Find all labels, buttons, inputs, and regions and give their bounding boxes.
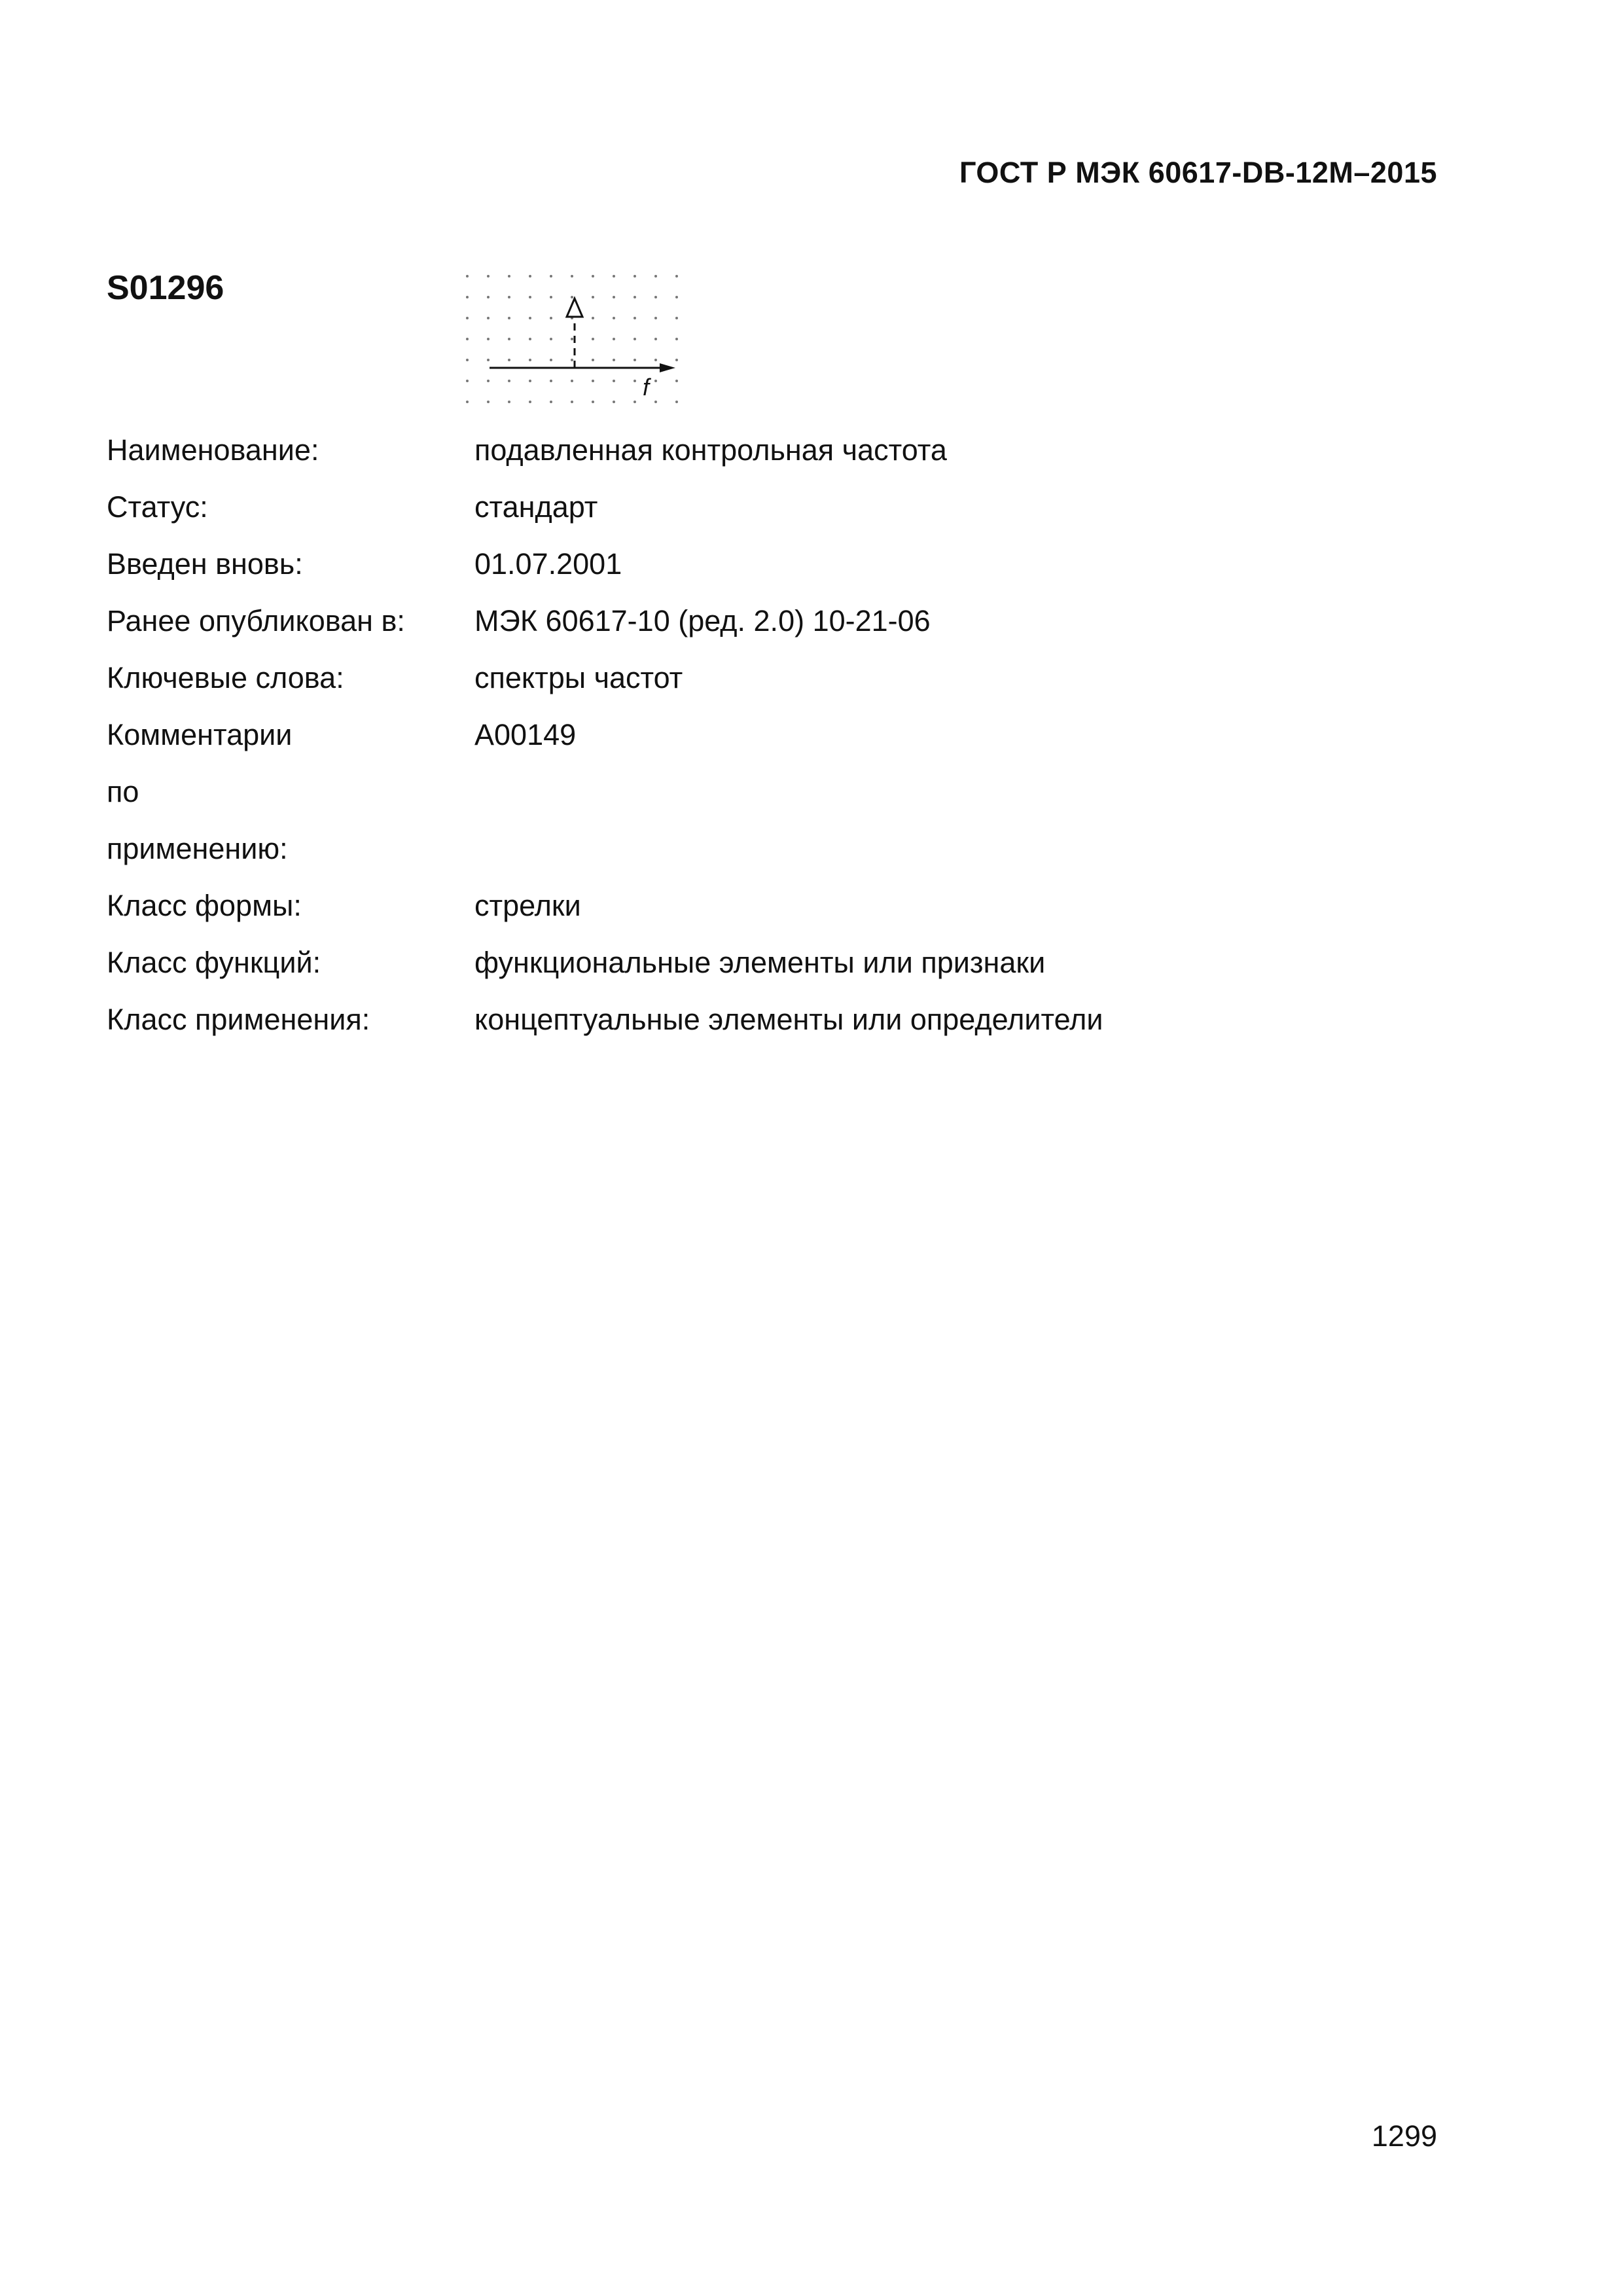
grid-dot (529, 401, 531, 403)
page-number: 1299 (1371, 2119, 1437, 2153)
field-label: Ключевые слова: (107, 661, 344, 694)
grid-dot (466, 401, 469, 403)
grid-dot (550, 401, 552, 403)
symbol-id: S01296 (107, 269, 224, 307)
field-form-class (107, 877, 1481, 934)
grid-dot (508, 296, 510, 298)
field-label: Ранее опубликован в: (107, 604, 405, 637)
suppressed-pilot-frequency-symbol (458, 268, 691, 416)
grid-dot (613, 296, 615, 298)
grid-dot (466, 275, 469, 278)
grid-dot (487, 380, 490, 382)
grid-dot (592, 275, 594, 278)
field-value: МЭК 60617-10 (ред. 2.0) 10-21-06 (474, 604, 931, 637)
grid-dot (633, 401, 636, 403)
document-code: ГОСТ Р МЭК 60617-DB-12M–2015 (959, 156, 1437, 189)
field-value: A00149 (474, 718, 577, 751)
grid-dot (592, 317, 594, 319)
grid-dot (550, 359, 552, 361)
field-value: спектры частот (474, 661, 683, 694)
grid-dot (571, 401, 573, 403)
grid-dot (466, 359, 469, 361)
grid-dot (654, 401, 657, 403)
field-introduced (107, 535, 1481, 592)
grid-dot (529, 317, 531, 319)
frequency-axis-arrowhead (660, 363, 675, 372)
field-name (107, 422, 1481, 478)
grid-dot (529, 359, 531, 361)
grid-dot (592, 338, 594, 340)
grid-dot (529, 275, 531, 278)
grid-dot (654, 380, 657, 382)
field-value: 01.07.2001 (474, 547, 622, 581)
field-label: Наименование: (107, 433, 319, 467)
grid-dot (508, 338, 510, 340)
grid-dot (654, 296, 657, 298)
field-value: функциональные элементы или признаки (474, 946, 1046, 979)
grid-dot (466, 338, 469, 340)
grid-dot (675, 296, 678, 298)
field-value: стандарт (474, 490, 598, 524)
grid-dot (571, 380, 573, 382)
field-application-notes (107, 706, 1481, 877)
grid-dot (487, 296, 490, 298)
grid-dot (487, 359, 490, 361)
grid-dot (487, 338, 490, 340)
grid-dot (508, 359, 510, 361)
grid-dot (550, 275, 552, 278)
grid-dot (571, 359, 573, 361)
grid-dot (487, 317, 490, 319)
grid-dot (529, 296, 531, 298)
grid-dot (571, 275, 573, 278)
field-label: Класс функций: (107, 946, 321, 979)
grid-dot (550, 380, 552, 382)
grid-dot (675, 359, 678, 361)
grid-dot (654, 338, 657, 340)
grid-dot (571, 296, 573, 298)
grid-dot (592, 401, 594, 403)
grid-dot (487, 275, 490, 278)
grid-dot (613, 401, 615, 403)
grid-dot (633, 317, 636, 319)
field-value: подавленная контрольная частота (474, 433, 947, 467)
grid-dot (508, 401, 510, 403)
field-value: стрелки (474, 889, 581, 922)
grid-dot (508, 317, 510, 319)
grid-dot (613, 275, 615, 278)
field-function-class (107, 934, 1481, 991)
grid-dot (508, 275, 510, 278)
grid-dot (550, 317, 552, 319)
grid-dot (592, 380, 594, 382)
field-keywords (107, 649, 1481, 706)
grid-dot (633, 296, 636, 298)
grid-dot (654, 275, 657, 278)
grid-dot (529, 380, 531, 382)
symbol-figure (458, 268, 691, 416)
grid-dot (633, 380, 636, 382)
grid-dot (654, 317, 657, 319)
grid-dot (613, 359, 615, 361)
field-label: Введен вновь: (107, 547, 303, 581)
grid-dot (592, 296, 594, 298)
field-label: Комментарии по применению: (107, 718, 293, 865)
grid-dot (508, 380, 510, 382)
grid-dot (675, 338, 678, 340)
field-application-class (107, 991, 1481, 1048)
grid-dot (466, 317, 469, 319)
grid-dot (487, 401, 490, 403)
grid-dot (675, 317, 678, 319)
field-value: концептуальные элементы или определители (474, 1003, 1103, 1036)
grid-dot (633, 359, 636, 361)
field-previously-published (107, 592, 1481, 649)
grid-dot (571, 338, 573, 340)
grid-dot (633, 338, 636, 340)
grid-dot (654, 359, 657, 361)
grid-dot (675, 275, 678, 278)
grid-dot (675, 401, 678, 403)
grid-dot (633, 275, 636, 278)
grid-dot (550, 296, 552, 298)
grid-dot (592, 359, 594, 361)
grid-dot (613, 380, 615, 382)
grid-dot (613, 317, 615, 319)
grid-dot (675, 380, 678, 382)
field-label: Класс формы: (107, 889, 302, 922)
grid-dot (466, 380, 469, 382)
field-label: Класс применения: (107, 1003, 370, 1036)
grid-dot (550, 338, 552, 340)
field-label: Статус: (107, 490, 208, 524)
grid-dot (529, 338, 531, 340)
metadata-fields (107, 422, 1481, 1048)
open-arrowhead (567, 298, 582, 317)
grid-dot (466, 296, 469, 298)
grid-dot (613, 338, 615, 340)
field-status (107, 478, 1481, 535)
frequency-label: f (643, 374, 650, 401)
